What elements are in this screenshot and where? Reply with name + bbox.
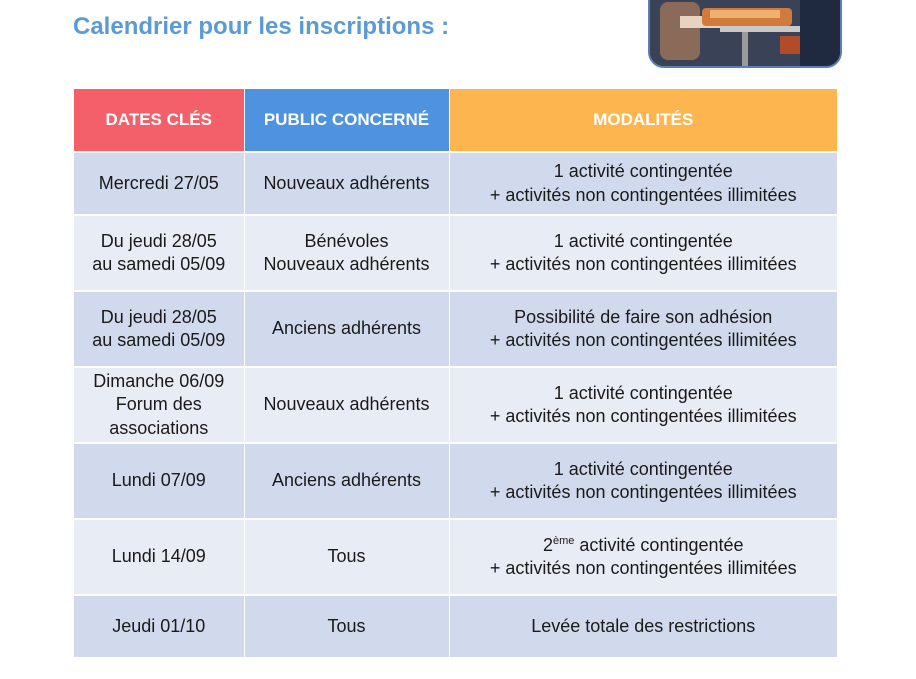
cell-text: Lundi 07/09 <box>111 470 206 491</box>
cell-public <box>244 152 449 215</box>
cell-text: Levée totale des restrictions <box>531 615 756 636</box>
cell-text: + activités non contingentées illimitées <box>489 558 797 578</box>
cell-modalites <box>449 595 837 657</box>
cell-text: Lundi 14/09 <box>111 546 206 567</box>
table-row <box>74 443 837 519</box>
cell-public <box>244 595 449 657</box>
cell-text: + activités non contingentées illimitées <box>489 406 797 426</box>
cell-text: + activités non contingentées illimitées <box>489 482 797 502</box>
table-row <box>74 367 837 443</box>
header-photo <box>648 0 842 68</box>
cell-text: Nouveaux adhérents <box>263 394 430 415</box>
cell-modalites <box>449 519 837 595</box>
header-modalites: MODALITÉS <box>449 89 837 152</box>
cell-public <box>244 519 449 595</box>
header-dates-cles: DATES CLÉS <box>74 89 244 152</box>
cell-text: associations <box>109 417 209 438</box>
cell-modalites <box>449 215 837 291</box>
header-public-concerne: PUBLIC CONCERNÉ <box>244 89 449 152</box>
cell-modalites <box>449 443 837 519</box>
cell-text: Dimanche 06/09 <box>93 370 225 391</box>
cell-date <box>74 215 244 291</box>
cell-text: Mercredi 27/05 <box>98 172 219 193</box>
table-row <box>74 519 837 595</box>
registration-calendar-table <box>74 89 837 657</box>
cell-text: + activités non contingentées illimitées <box>489 184 797 205</box>
table-row <box>74 215 837 291</box>
cell-date <box>74 443 244 519</box>
cell-modalites <box>449 367 837 443</box>
cell-text: + activités non contingentées illimitées <box>489 254 797 274</box>
table-row <box>74 595 837 657</box>
cell-date <box>74 519 244 595</box>
cell-text: 1 activité contingentée <box>553 230 733 251</box>
page-title: Calendrier pour les inscriptions : <box>73 13 450 40</box>
cell-text: Jeudi 01/10 <box>112 615 206 636</box>
cell-public <box>244 367 449 443</box>
cell-text: Nouveaux adhérents <box>263 254 430 274</box>
table-row <box>74 291 837 367</box>
cell-text: Anciens adhérents <box>271 318 422 339</box>
cell-text: 1 activité contingentée <box>553 161 733 181</box>
cell-text: activité contingentée <box>579 534 744 555</box>
cell-public <box>244 291 449 367</box>
cell-text: au samedi 05/09 <box>92 330 226 350</box>
cell-date <box>74 291 244 367</box>
table-row <box>74 152 837 215</box>
cell-text: Tous <box>327 546 366 567</box>
cell-text: Forum des <box>115 394 202 415</box>
cell-date <box>74 152 244 215</box>
ordinal-number: 2 <box>542 534 553 555</box>
table-header-row <box>74 89 837 152</box>
cell-text-with-ordinal <box>450 534 838 558</box>
cell-text: Anciens adhérents <box>271 470 422 491</box>
cell-modalites <box>449 291 837 367</box>
cell-text: Bénévoles <box>304 230 389 251</box>
cell-text: Possibilité de faire son adhésion <box>514 306 773 327</box>
cell-text: Nouveaux adhérents <box>263 172 430 193</box>
cell-text: Tous <box>327 615 366 636</box>
cell-text: Du jeudi 28/05 <box>100 230 217 251</box>
cell-text: 1 activité contingentée <box>553 458 733 479</box>
cell-text: au samedi 05/09 <box>92 254 226 274</box>
cell-public <box>244 443 449 519</box>
cell-public <box>244 215 449 291</box>
cell-text: Du jeudi 28/05 <box>100 306 217 327</box>
cell-date <box>74 595 244 657</box>
cell-modalites <box>449 152 837 215</box>
ordinal-suffix: ème <box>552 534 575 547</box>
cell-date <box>74 367 244 443</box>
cell-text: 1 activité contingentée <box>553 382 733 403</box>
cell-text: + activités non contingentées illimitées <box>489 330 797 350</box>
